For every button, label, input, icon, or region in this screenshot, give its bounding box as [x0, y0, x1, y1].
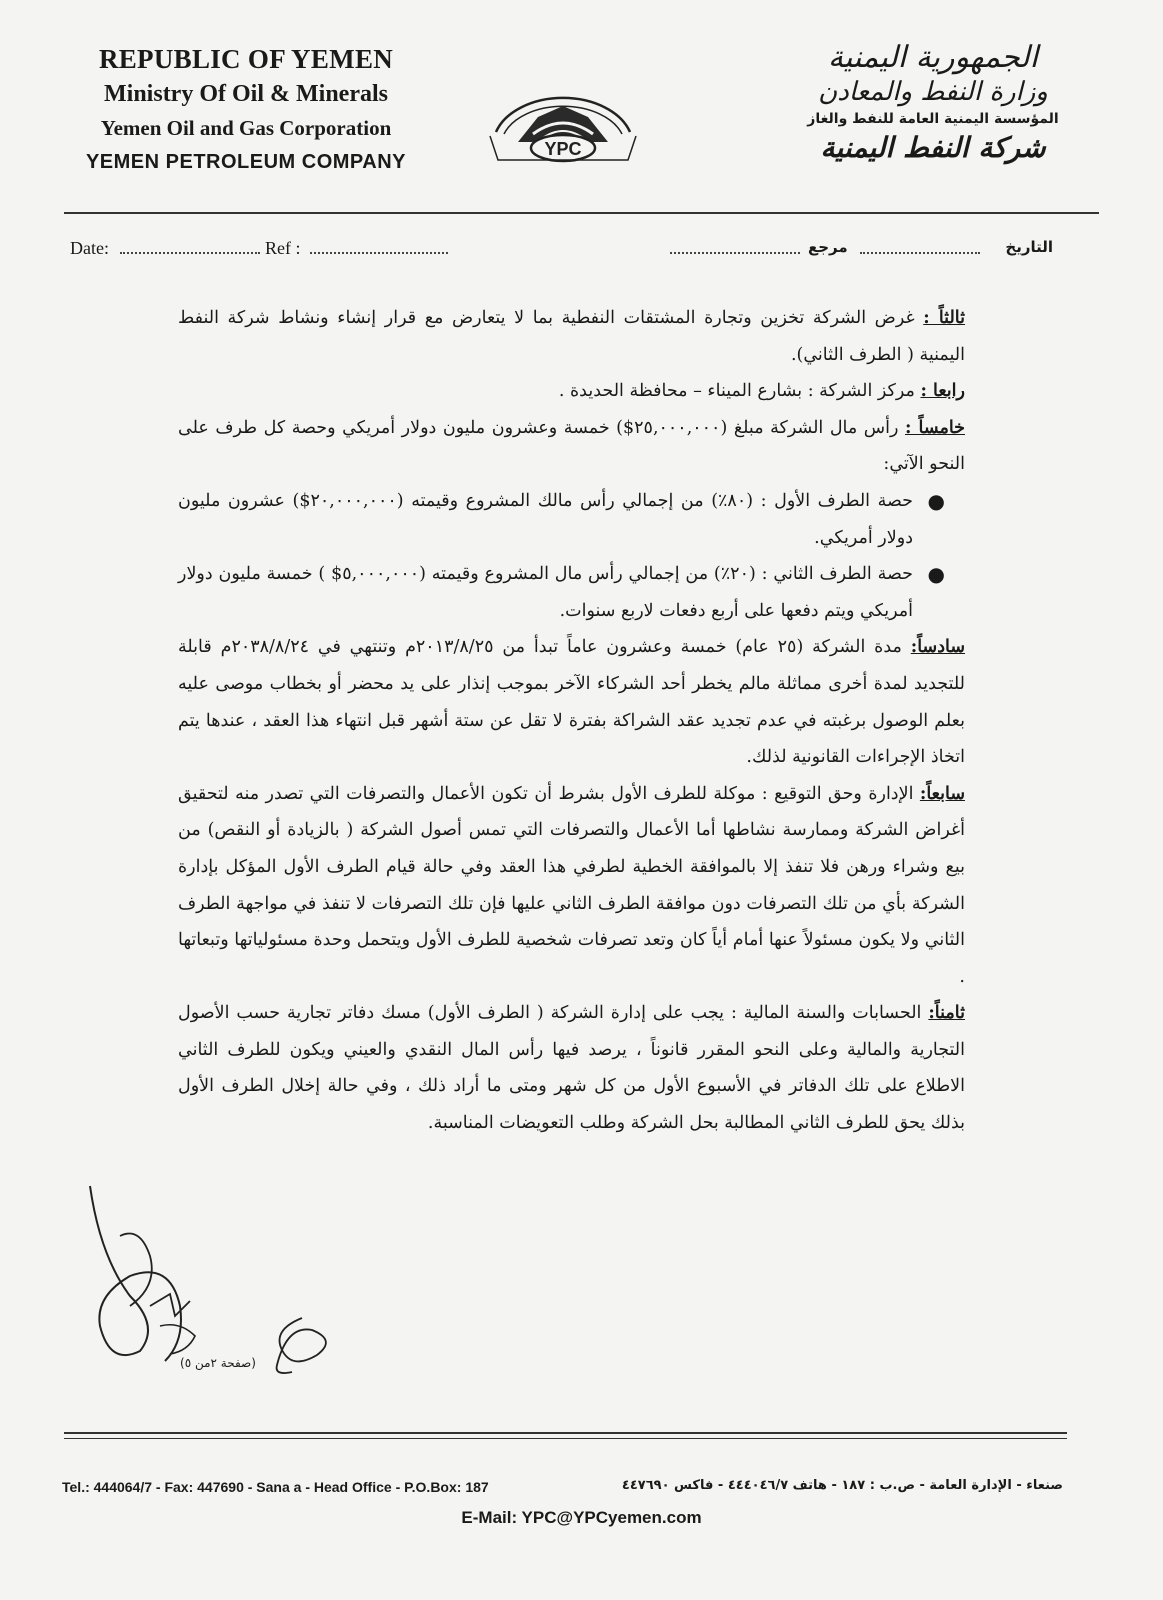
ref-label-ar: مرجع: [808, 238, 848, 256]
clause-third: [178, 300, 965, 373]
letterhead-arabic-ministry: وزارة النفط والمعادن: [818, 77, 1048, 107]
bullet-icon: ●: [927, 562, 945, 587]
footer-contact-arabic: صنعاء - الإدارة العامة - ص.ب : ١٨٧ - هاتف ٤٤٤٠٤٦/٧ - فاكس ٤٤٧٦٩٠: [621, 1478, 1063, 1493]
letterhead-arabic: [803, 40, 1063, 164]
contract-body: [178, 300, 965, 1142]
date-field: [120, 252, 260, 254]
footer-contact-english: Tel.: 444064/7 - Fax: 447690 - Sana a - Head Office - P.O.Box: 187: [62, 1479, 489, 1495]
clause-seventh-text: الإدارة وحق التوقيع : موكلة للطرف الأول بشرط أن تكون الأعمال والتصرفات التي تصدر منه لتحقيق أغراض الشركة وممارسة نشاطها أما الأعمال والتصرفات التي تمس أصول الشركة ( بالزيادة أو النقص) من بيع وشراء ورهن فلا تنفذ إلا بالموافقة الخطية لطرفي هذا العقد وفي حالة قيام الطرف الأول المؤكل بإدارة الشركة بأي من تلك التصرفات دون موافقة الطرف الثاني عليها فإن تلك التصرفات لا تنفذ في مواجهة الطرف الثاني ولا يكون مسئولاً عنها أمام أياً كان وتعد تصرفات شخصية للطرف الأول ويتحمل وحدة مسئولياتها وتبعاتها .: [178, 783, 965, 987]
share-item-text: حصة الطرف الثاني : (٢٠٪) من إجمالي رأس مال المشروع وقيمته (٥,٠٠٠,٠٠٠$ ) خمسة مليون دولار أمريكي ويتم دفعها على أربع دفعات لاربع سنوات.: [178, 564, 913, 621]
date-label: Date:: [70, 238, 109, 258]
page-number: (صفحة ٢من ٥): [180, 1356, 256, 1370]
clause-third-label: ثالثاً :: [923, 308, 965, 328]
ref-field: [310, 252, 448, 254]
letterhead-arabic-republic: الجمهورية اليمنية: [827, 40, 1039, 75]
clause-fourth: [178, 373, 965, 410]
signature-icon: [262, 1310, 342, 1380]
signature-initials-icon: [70, 1176, 220, 1376]
ref-label: Ref :: [265, 238, 301, 258]
clause-fifth-label: خامساً :: [905, 417, 965, 438]
clause-fifth-text: رأس مال الشركة مبلغ (٢٥,٠٠٠,٠٠٠$) خمسة وعشرون مليون دولار أمريكي وحصة كل طرف على النحو الآتي:: [178, 417, 965, 475]
letterhead-arabic-company: شركة النفط اليمنية: [820, 131, 1046, 164]
date-field-ar: [860, 252, 980, 254]
letterhead-republic: REPUBLIC OF YEMEN: [98, 44, 394, 74]
letterhead-corporation: Yemen Oil and Gas Corporation: [100, 116, 392, 140]
date-label-ar: التاريخ: [1005, 238, 1053, 256]
clause-sixth-text: مدة الشركة (٢٥ عام) خمسة وعشرون عاماً تبدأ من ٢٠١٣/٨/٢٥م وتنتهي في ٢٠٣٨/٨/٢٤م قابلة للتجديد لمدة أخرى مماثلة مالم يخطر أحد الشركاء الآخر بموجب إنذار على يد محضر أو بخطاب موصى عليه بعلم الوصول برغبته في عدم تجديد عقد الشراكة بفترة لا تقل عن ستة أشهر قبل انتهاء هذا العقد ، عندها يتم اتخاذ الإجراءات القانونية لذلك.: [178, 637, 965, 768]
logo-ypc-text: YPC: [544, 139, 582, 159]
footer-divider-thin: [64, 1438, 1067, 1439]
reference-line: [70, 238, 1053, 262]
share-item-first-party: [178, 483, 965, 556]
share-item-text: حصة الطرف الأول : (٨٠٪) من إجمالي رأس مالك المشروع وقيمته (٢٠,٠٠٠,٠٠٠$) عشرون مليون دولار أمريكي.: [178, 490, 913, 548]
clause-fourth-text: مركز الشركة : بشارع الميناء – محافظة الحديدة .: [558, 381, 921, 402]
clause-third-text: غرض الشركة تخزين وتجارة المشتقات النفطية بما لا يتعارض مع قرار إنشاء ونشاط شركة النفط اليمنية ( الطرف الثاني).: [178, 308, 965, 365]
clause-eighth-text: الحسابات والسنة المالية : يجب على إدارة الشركة ( الطرف الأول) مسك دفاتر تجارية حسب الأصول التجارية والمالية وعلى النحو المقرر قانوناً ، يرصد فيها رأس المال النقدي والعيني ويكون للطرف الثاني الاطلاع على تلك الدفاتر في الأسبوع الأول من كل شهر ومتى ما أراد ذلك ، وفي حالة إخلال الطرف الأول بذلك يحق للطرف الثاني المطالبة بحل الشركة وطلب التعويضات المناسبة.: [178, 1003, 965, 1134]
ref-field-ar: [670, 252, 800, 254]
ypc-logo-icon: [478, 62, 648, 172]
clause-seventh: [178, 776, 965, 996]
clause-fourth-label: رابعا :: [920, 381, 965, 402]
share-item-second-party: [178, 556, 965, 629]
letterhead-arabic-corporation: المؤسسة اليمنية العامة للنفط والغاز: [807, 111, 1059, 127]
clause-eighth: [178, 995, 965, 1141]
clause-fifth: [178, 410, 965, 483]
footer-email: E-Mail: YPC@YPCyemen.com: [461, 1508, 702, 1527]
footer-divider: [64, 1432, 1067, 1434]
letterhead-english: [66, 44, 426, 174]
clause-sixth-label: سادساً:: [910, 637, 965, 658]
letterhead-company: YEMEN PETROLEUM COMPANY: [85, 151, 407, 173]
letterhead-ministry: Ministry Of Oil & Minerals: [104, 81, 388, 107]
clause-eighth-label: ثامناً:: [928, 1003, 965, 1024]
clause-seventh-label: سابعاً:: [919, 783, 965, 804]
clause-sixth: [178, 629, 965, 775]
header-divider: [64, 212, 1099, 214]
bullet-icon: ●: [927, 488, 945, 513]
